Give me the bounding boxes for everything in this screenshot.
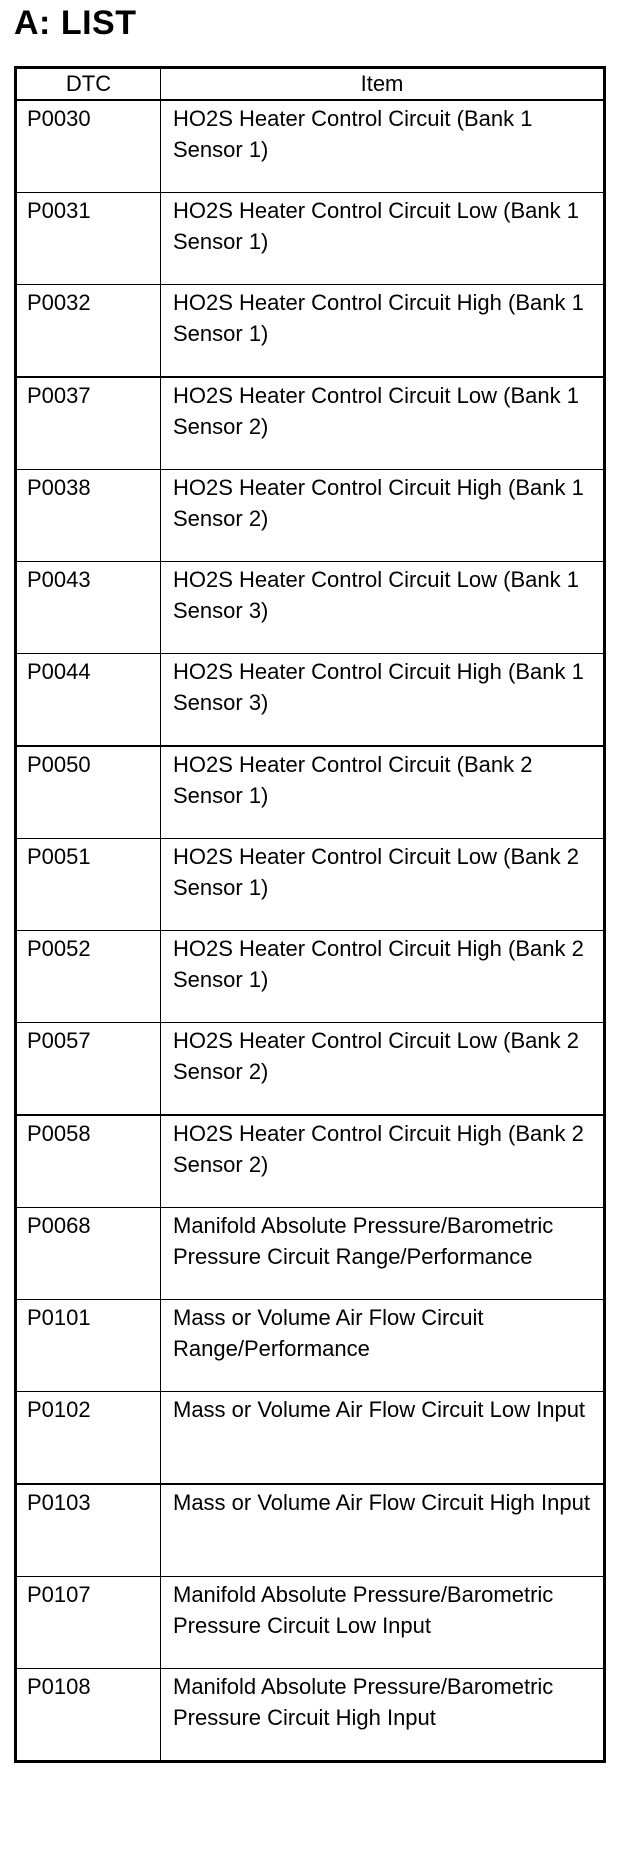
dtc-item-cell: HO2S Heater Control Circuit Low (Bank 1 Sensor 2) <box>161 377 605 470</box>
table-row <box>16 839 605 931</box>
dtc-item-cell: Manifold Absolute Pressure/Barometric Pressure Circuit Range/Performance <box>161 1208 605 1300</box>
dtc-item-cell: HO2S Heater Control Circuit Low (Bank 1 Sensor 3) <box>161 562 605 654</box>
dtc-code-cell: P0057 <box>16 1023 161 1116</box>
dtc-code-cell: P0051 <box>16 839 161 931</box>
dtc-item-cell: HO2S Heater Control Circuit (Bank 2 Sensor 1) <box>161 746 605 839</box>
table-row <box>16 746 605 839</box>
table-row <box>16 1115 605 1208</box>
dtc-item-cell: HO2S Heater Control Circuit High (Bank 1 Sensor 2) <box>161 470 605 562</box>
table-header-row <box>16 68 605 101</box>
table-row <box>16 1208 605 1300</box>
dtc-code-cell: P0068 <box>16 1208 161 1300</box>
dtc-item-cell: Manifold Absolute Pressure/Barometric Pressure Circuit High Input <box>161 1669 605 1762</box>
table-row <box>16 193 605 285</box>
dtc-code-cell: P0103 <box>16 1484 161 1577</box>
dtc-code-cell: P0050 <box>16 746 161 839</box>
dtc-code-cell: P0058 <box>16 1115 161 1208</box>
dtc-item-cell: Mass or Volume Air Flow Circuit Range/Performance <box>161 1300 605 1392</box>
dtc-code-cell: P0032 <box>16 285 161 378</box>
table-row <box>16 1023 605 1116</box>
dtc-item-cell: HO2S Heater Control Circuit (Bank 1 Sensor 1) <box>161 100 605 193</box>
item-column-header: Item <box>161 68 605 101</box>
table-row <box>16 285 605 378</box>
table-row <box>16 1669 605 1762</box>
dtc-code-cell: P0108 <box>16 1669 161 1762</box>
table-row <box>16 470 605 562</box>
table-row <box>16 931 605 1023</box>
dtc-code-cell: P0030 <box>16 100 161 193</box>
page-title: A: LIST <box>14 4 137 42</box>
dtc-item-cell: HO2S Heater Control Circuit High (Bank 1 Sensor 3) <box>161 654 605 747</box>
table-row <box>16 377 605 470</box>
dtc-code-cell: P0044 <box>16 654 161 747</box>
dtc-item-cell: Manifold Absolute Pressure/Barometric Pressure Circuit Low Input <box>161 1577 605 1669</box>
dtc-item-cell: HO2S Heater Control Circuit Low (Bank 2 Sensor 1) <box>161 839 605 931</box>
dtc-code-cell: P0102 <box>16 1392 161 1485</box>
dtc-item-cell: HO2S Heater Control Circuit High (Bank 2 Sensor 2) <box>161 1115 605 1208</box>
dtc-item-cell: HO2S Heater Control Circuit Low (Bank 2 Sensor 2) <box>161 1023 605 1116</box>
table-row <box>16 1484 605 1577</box>
dtc-code-cell: P0107 <box>16 1577 161 1669</box>
table-row <box>16 1392 605 1485</box>
dtc-code-cell: P0038 <box>16 470 161 562</box>
dtc-item-cell: HO2S Heater Control Circuit High (Bank 1 Sensor 1) <box>161 285 605 378</box>
dtc-column-header: DTC <box>16 68 161 101</box>
dtc-item-cell: HO2S Heater Control Circuit High (Bank 2 Sensor 1) <box>161 931 605 1023</box>
dtc-code-cell: P0052 <box>16 931 161 1023</box>
table-row <box>16 654 605 747</box>
dtc-list-table <box>14 66 606 1763</box>
dtc-item-cell: Mass or Volume Air Flow Circuit Low Input <box>161 1392 605 1485</box>
table-row <box>16 100 605 193</box>
dtc-code-cell: P0037 <box>16 377 161 470</box>
dtc-code-cell: P0101 <box>16 1300 161 1392</box>
table-row <box>16 562 605 654</box>
dtc-item-cell: HO2S Heater Control Circuit Low (Bank 1 Sensor 1) <box>161 193 605 285</box>
table-row <box>16 1300 605 1392</box>
dtc-code-cell: P0031 <box>16 193 161 285</box>
dtc-code-cell: P0043 <box>16 562 161 654</box>
dtc-item-cell: Mass or Volume Air Flow Circuit High Input <box>161 1484 605 1577</box>
table-row <box>16 1577 605 1669</box>
